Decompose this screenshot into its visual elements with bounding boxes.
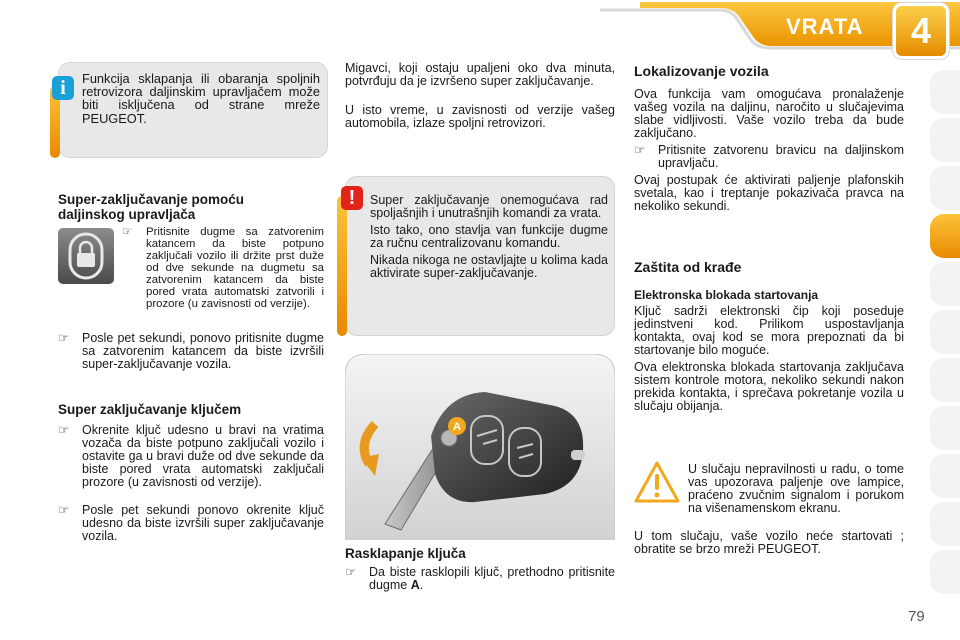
locate-para: Ova funkcija vam omogućava pronalaženje vašeg vozila na daljinu, naročito u slučajevima slabe vidljivosti. Vaše vozilo treba da bude zaključano. (634, 87, 904, 140)
key-button-label: A (453, 421, 461, 433)
middle-para-2: U isto vreme, u zavisnosti od verzije vašeg automobila, izlaze spoljni retrovizori. (345, 103, 615, 130)
unfold-bullet: ☞ Da biste rasklopili ključ, prethodno pritisnite dugme A. (345, 565, 615, 592)
bullet-icon: ☞ (634, 143, 646, 157)
middle-para-1: Migavci, koji ostaju upaljeni oko dva minuta, potvrđuju da je izvršeno super zaključavanje. (345, 61, 615, 88)
chapter-tab[interactable] (930, 454, 960, 498)
immobiliser-para-1: Ključ sadrži elektronski čip koji poseduje jedinstveni kod. Prilikom uspostavljanja kontakta, ovaj kod se mora prepoznati da bi startovanje bilo moguće. (634, 304, 904, 357)
page-title: VRATA (786, 14, 864, 39)
chapter-tab[interactable] (930, 406, 960, 450)
immobiliser-para-2: Ova elektronska blokada startovanja zaključava sistem kontrole motora, nekoliko sekundi nakon prekida kontakta, i sprečava pokretanje vozila u slučaju obijanja. (634, 360, 904, 413)
info-box-text: Funkcija sklapanja ili obaranja spoljnih retrovizora daljinskim upravljačem može biti isključena od strane mreže PEUGEOT. (82, 71, 320, 126)
exclamation-icon: ! (341, 186, 363, 210)
bullet-icon: ☞ (58, 331, 70, 345)
warning-para: Super zaključavanje onemogućava rad spoljašnjih i unutrašnjih komandi za vrata. (370, 193, 608, 220)
immobiliser-heading: Elektronska blokada startovanja (634, 288, 819, 302)
chapter-tab[interactable] (930, 118, 960, 162)
key-bullet-1: ☞ Okrenite ključ udesno u bravi na vratima vozača da biste potpuno zaključali vozilo i ostavite ga u bravi duže od dve sekunde da biste pored vrata automatski zaključali prozore (u zavisnosti od verzije). (58, 423, 324, 489)
warning-para: Nikada nikoga ne ostavljajte u kolima kada aktivirate super-zaključavanje. (370, 253, 608, 280)
page-number: 79 (908, 608, 925, 625)
warning-para: Isto tako, ono stavlja van funkcije dugme za ručnu centralizovanu komandu. (370, 223, 608, 250)
bullet-icon: ☞ (122, 226, 133, 238)
chapter-tab[interactable] (930, 310, 960, 354)
padlock-icon (58, 228, 114, 284)
locate-heading: Lokalizovanje vozila (634, 63, 769, 79)
warning-box-bar (337, 196, 347, 336)
warning-triangle-icon (634, 460, 680, 504)
chapter-tab[interactable] (930, 502, 960, 546)
chapter-badge: 4 (896, 6, 946, 56)
key-button-ref: A (410, 578, 420, 592)
info-icon: i (52, 76, 74, 100)
warning-box-text (370, 194, 608, 284)
remote-bullet-1: ☞ Pritisnite dugme sa zatvorenim katancem da biste potpuno zaključali vozilo ili držite prst duže od dve sekunde na dugmetu sa zatvorenim katancem da biste pored vrata automatski zatvorili i prozore (u zavisnosti od verzije). (122, 226, 324, 310)
key-heading: Super zaključavanje ključem (58, 402, 242, 417)
chapter-tab[interactable] (930, 550, 960, 594)
lock-button-image (58, 228, 114, 284)
locate-bullet: ☞ Pritisnite zatvorenu bravicu na daljinskom upravljaču. (634, 143, 904, 170)
chapter-tab[interactable] (930, 70, 960, 114)
theft-heading: Zaštita od krađe (634, 259, 742, 275)
locate-para-2: Ovaj postupak će aktivirati paljenje plafonskih svetala, kao i treptanje pokazivača pravca na nekoliko sekundi. (634, 173, 904, 213)
key-bullet-2: ☞ Posle pet sekundi ponovo okrenite ključ udesno da biste izvršili super zaključavanje vozila. (58, 503, 324, 543)
chapter-tab-active[interactable] (930, 214, 960, 258)
warning-light-para: U slučaju nepravilnosti u radu, o tome vas upozorava paljenje ove lampice, praćeno zvučnim signalom i porukom na višenamenskom ekranu. (688, 462, 904, 515)
bullet-icon: ☞ (58, 423, 70, 437)
chapter-tab[interactable] (930, 166, 960, 210)
bullet-icon: ☞ (345, 565, 357, 579)
bullet-icon: ☞ (58, 503, 70, 517)
chapter-tab[interactable] (930, 358, 960, 402)
final-para: U tom slučaju, vaše vozilo neće startovati ; obratite se brzo mreži PEUGEOT. (634, 529, 904, 556)
remote-bullet-2: ☞ Posle pet sekundi, ponovo pritisnite dugme sa zatvorenim katancem da biste izvršili super-zaključavanje vozila. (58, 331, 324, 371)
chapter-tab[interactable] (930, 262, 960, 306)
remote-heading: Super-zaključavanje pomoću daljinskog upravljača (58, 192, 245, 222)
key-illustration (345, 354, 615, 540)
unfold-heading: Rasklapanje ključa (345, 546, 466, 561)
